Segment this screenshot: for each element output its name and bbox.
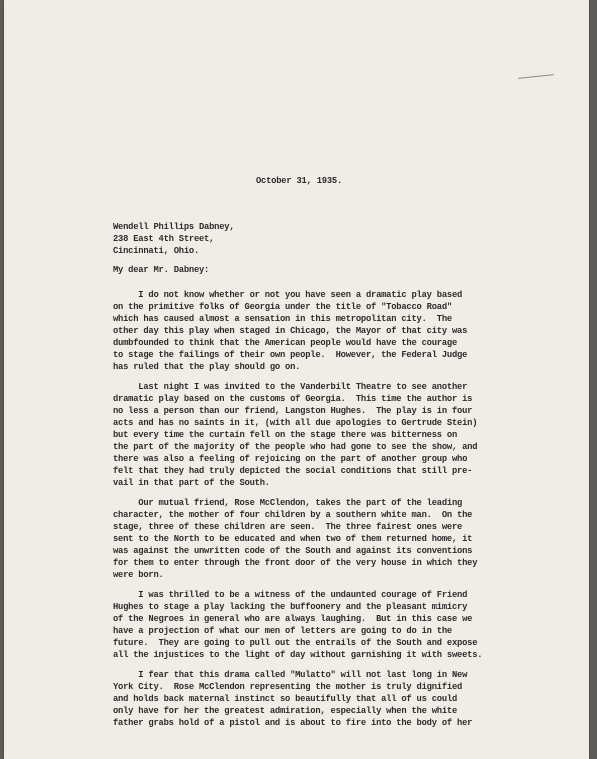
letter-body bbox=[113, 0, 533, 728]
paragraph-line: of the Negroes in general who are always laughing. But in this case we bbox=[113, 614, 473, 624]
paragraph-line: vail in that part of the South. bbox=[113, 478, 270, 488]
paragraph-line: sent to the North to be educated and when two of them returned home, it bbox=[113, 534, 473, 544]
paragraph-line: there was also a feeling of rejoicing on the part of another group who bbox=[113, 454, 468, 464]
paragraph-line: acts and has no saints in it, (with all due apologies to Gertrude Stein) bbox=[113, 418, 478, 428]
paragraph-line: on the primitive folks of Georgia under the title of "Tobacco Road" bbox=[113, 302, 452, 312]
paragraph-line: I was thrilled to be a witness of the undaunted courage of Friend bbox=[113, 590, 468, 600]
paragraph-line: have a projection of what our men of letters are going to do in the bbox=[113, 626, 452, 636]
paragraph-line: I do not know whether or not you have seen a dramatic play based bbox=[113, 290, 463, 300]
paragraph-line: I fear that this drama called "Mulatto" will not last long in New bbox=[113, 670, 468, 680]
paragraph-line: which has caused almost a sensation in this metropolitan city. The bbox=[113, 314, 452, 324]
paragraph-line: no less a person than our friend, Langston Hughes. The play is in four bbox=[113, 406, 473, 416]
address-line: Wendell Phillips Dabney, bbox=[113, 222, 235, 232]
salutation: My dear Mr. Dabney: bbox=[113, 265, 210, 275]
paragraph-line: dramatic play based on the customs of Georgia. This time the author is bbox=[113, 394, 473, 404]
paragraph-line: has ruled that the play should go on. bbox=[113, 362, 301, 372]
paragraph-line: character, the mother of four children by a southern white man. On the bbox=[113, 510, 473, 520]
paragraph-line: but every time the curtain fell on the stage there was bitterness on bbox=[113, 430, 458, 440]
paragraph-line: York City. Rose McClendon representing the mother is truly dignified bbox=[113, 682, 463, 692]
paragraph-line: to stage the failings of their own people. However, the Federal Judge bbox=[113, 350, 468, 360]
paragraph-line: other day this play when staged in Chicago, the Mayor of that city was bbox=[113, 326, 468, 336]
paragraph-line: was against the unwritten code of the South and against its conventions bbox=[113, 546, 473, 556]
paragraph-line: Hughes to stage a play lacking the buffoonery and the pleasant mimicry bbox=[113, 602, 468, 612]
letter-page bbox=[4, 0, 589, 759]
address-line: Cincinnati, Ohio. bbox=[113, 246, 200, 256]
paragraph-line: Our mutual friend, Rose McClendon, takes the part of the leading bbox=[113, 498, 463, 508]
paragraph-line: future. They are going to pull out the entrails of the South and expose bbox=[113, 638, 478, 648]
paragraph-line: stage, three of these children are seen. The three fairest ones were bbox=[113, 522, 463, 532]
address-line: 238 East 4th Street, bbox=[113, 234, 215, 244]
letter-date: October 31, 1935. bbox=[256, 176, 343, 186]
paragraph-line: father grabs hold of a pistol and is about to fire into the body of her bbox=[113, 718, 473, 728]
paragraph-line: for them to enter through the front door of the very house in which they bbox=[113, 558, 478, 568]
paragraph-line: Last night I was invited to the Vanderbilt Theatre to see another bbox=[113, 382, 468, 392]
paragraph-line: all the injustices to the light of day without garnishing it with sweets. bbox=[113, 650, 483, 660]
paragraph-line: the part of the majority of the people who had gone to see the show, and bbox=[113, 442, 478, 452]
paragraph-line: dumbfounded to think that the American people would have the courage bbox=[113, 338, 458, 348]
paragraph-line: were born. bbox=[113, 570, 164, 580]
paragraph-line: felt that they had truly depicted the social conditions that still pre- bbox=[113, 466, 473, 476]
paragraph-line: and holds back maternal instinct so beautifully that all of us could bbox=[113, 694, 458, 704]
paragraph-line: only have for her the greatest admiration, especially when the white bbox=[113, 706, 458, 716]
